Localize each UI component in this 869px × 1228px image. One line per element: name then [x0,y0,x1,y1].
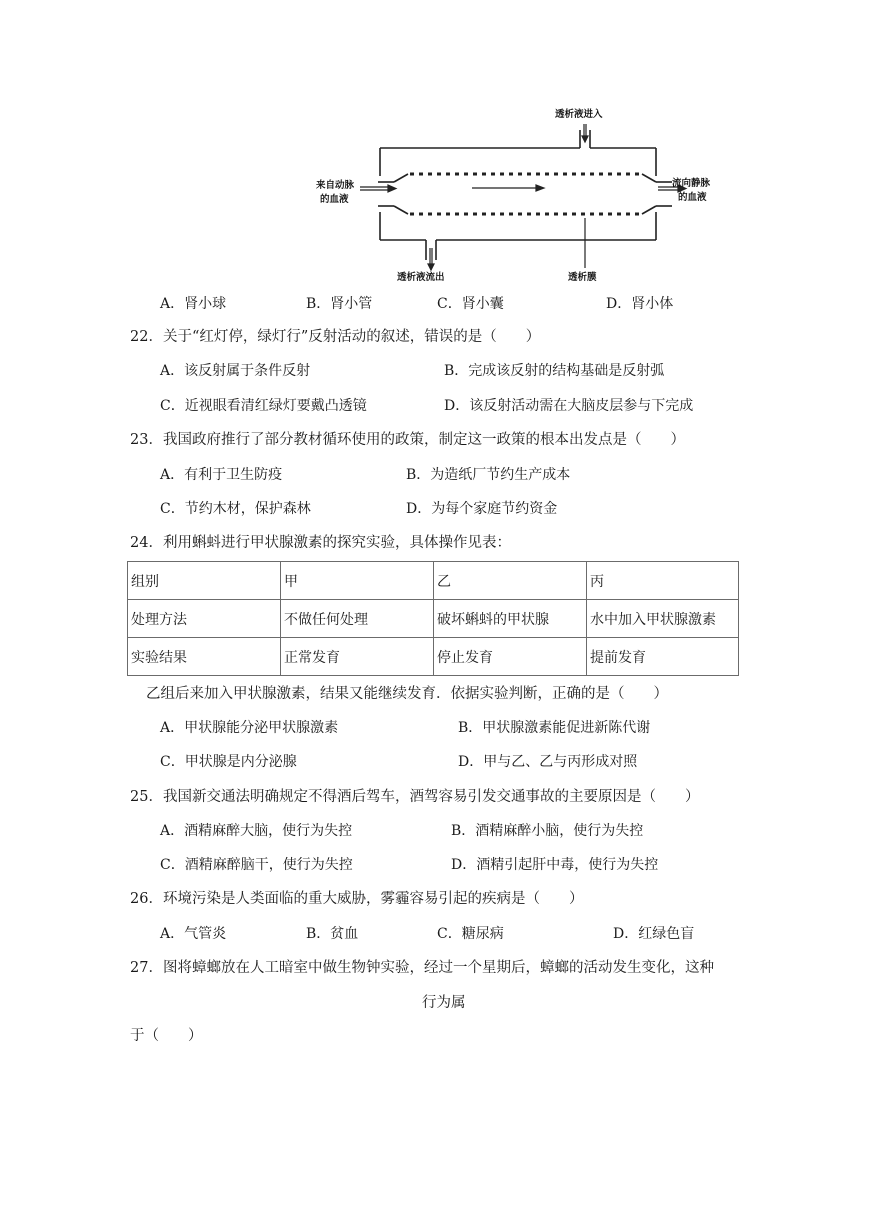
table-cell: 丙 [587,562,739,600]
table-row [128,562,739,600]
q23-option-d: D．为每个家庭节约资金 [406,501,558,517]
q26-option-c: C．糖尿病 [437,926,504,942]
vein-label-line2: 的血液 [678,192,707,203]
dialysate-out-label: 透析液流出 [397,272,445,283]
membrane-label: 透析膜 [568,272,597,283]
table-row [128,600,739,638]
table-row [128,638,739,676]
table-cell: 提前发育 [587,638,739,676]
q25-stem: 25．我国新交通法明确规定不得酒后驾车，酒驾容易引发交通事故的主要原因是（ ） [130,789,700,805]
table-cell: 甲 [281,562,434,600]
q21-option-a: A．肾小球 [160,296,227,312]
table-cell: 不做任何处理 [281,600,434,638]
q25-option-c: C．酒精麻醉脑干，使行为失控 [160,857,353,873]
table-cell: 正常发育 [281,638,434,676]
q25-option-d: D．酒精引起肝中毒，使行为失控 [451,857,659,873]
q25-option-b: B．酒精麻醉小脑，使行为失控 [451,823,644,839]
table-cell: 乙 [434,562,587,600]
q22-option-a: A．该反射属于条件反射 [160,363,311,379]
artery-label-line2: 的血液 [320,194,349,205]
q22-option-b: B．完成该反射的结构基础是反射弧 [444,363,665,379]
q24-note: 乙组后来加入甲状腺激素，结果又能继续发育．依据实验判断，正确的是（ ） [146,686,668,702]
table-cell: 组别 [128,562,281,600]
dialysate-in-label: 透析液进入 [555,109,603,120]
artery-label-line1: 来自动脉 [316,180,355,191]
table-cell: 破坏蝌蚪的甲状腺 [434,600,587,638]
table-cell: 实验结果 [128,638,281,676]
q26-option-b: B．贫血 [306,926,359,942]
q21-option-b: B．肾小管 [306,296,373,312]
q24-option-b: B．甲状腺激素能促进新陈代谢 [458,720,651,736]
q22-stem: 22．关于“红灯停，绿灯行”反射活动的叙述，错误的是（ ） [130,329,541,345]
q23-option-c: C．节约木材，保护森林 [160,501,311,517]
q26-stem: 26．环境污染是人类面临的重大威胁，雾霾容易引起的疾病是（ ） [130,891,584,907]
q22-option-d: D．该反射活动需在大脑皮层参与下完成 [444,398,694,414]
q24-stem: 24．利用蝌蚪进行甲状腺激素的探究实验，具体操作见表： [130,535,511,551]
dialysis-diagram [300,100,711,290]
q21-option-c: C．肾小囊 [437,296,504,312]
vein-label-line1: 流向静脉 [672,178,711,189]
q23-stem: 23．我国政府推行了部分教材循环使用的政策，制定这一政策的根本出发点是（ ） [130,432,685,448]
table-cell: 水中加入甲状腺激素 [587,600,739,638]
q26-option-a: A．气管炎 [160,926,227,942]
q22-option-c: C．近视眼看清红绿灯要戴凸透镜 [160,398,367,414]
q26-option-d: D．红绿色盲 [613,926,695,942]
q24-option-d: D．甲与乙、乙与丙形成对照 [458,754,638,770]
table-cell: 处理方法 [128,600,281,638]
q27-stem: 27．图将蟑螂放在人工暗室中做生物钟实验，经过一个星期后，蟑螂的活动发生变化，这种 [130,960,714,976]
q24-option-a: A．甲状腺能分泌甲状腺激素 [160,720,339,736]
q24-option-c: C．甲状腺是内分泌腺 [160,754,297,770]
q23-option-b: B．为造纸厂节约生产成本 [406,467,571,483]
q27-stem-cont: 行为属 [422,995,466,1011]
q23-option-a: A．有利于卫生防疫 [160,467,283,483]
q25-option-a: A．酒精麻醉大脑，使行为失控 [160,823,353,839]
experiment-table [127,561,739,676]
q27-stem-end: 于（ ） [130,1028,203,1044]
table-cell: 停止发育 [434,638,587,676]
q21-option-d: D．肾小体 [606,296,674,312]
